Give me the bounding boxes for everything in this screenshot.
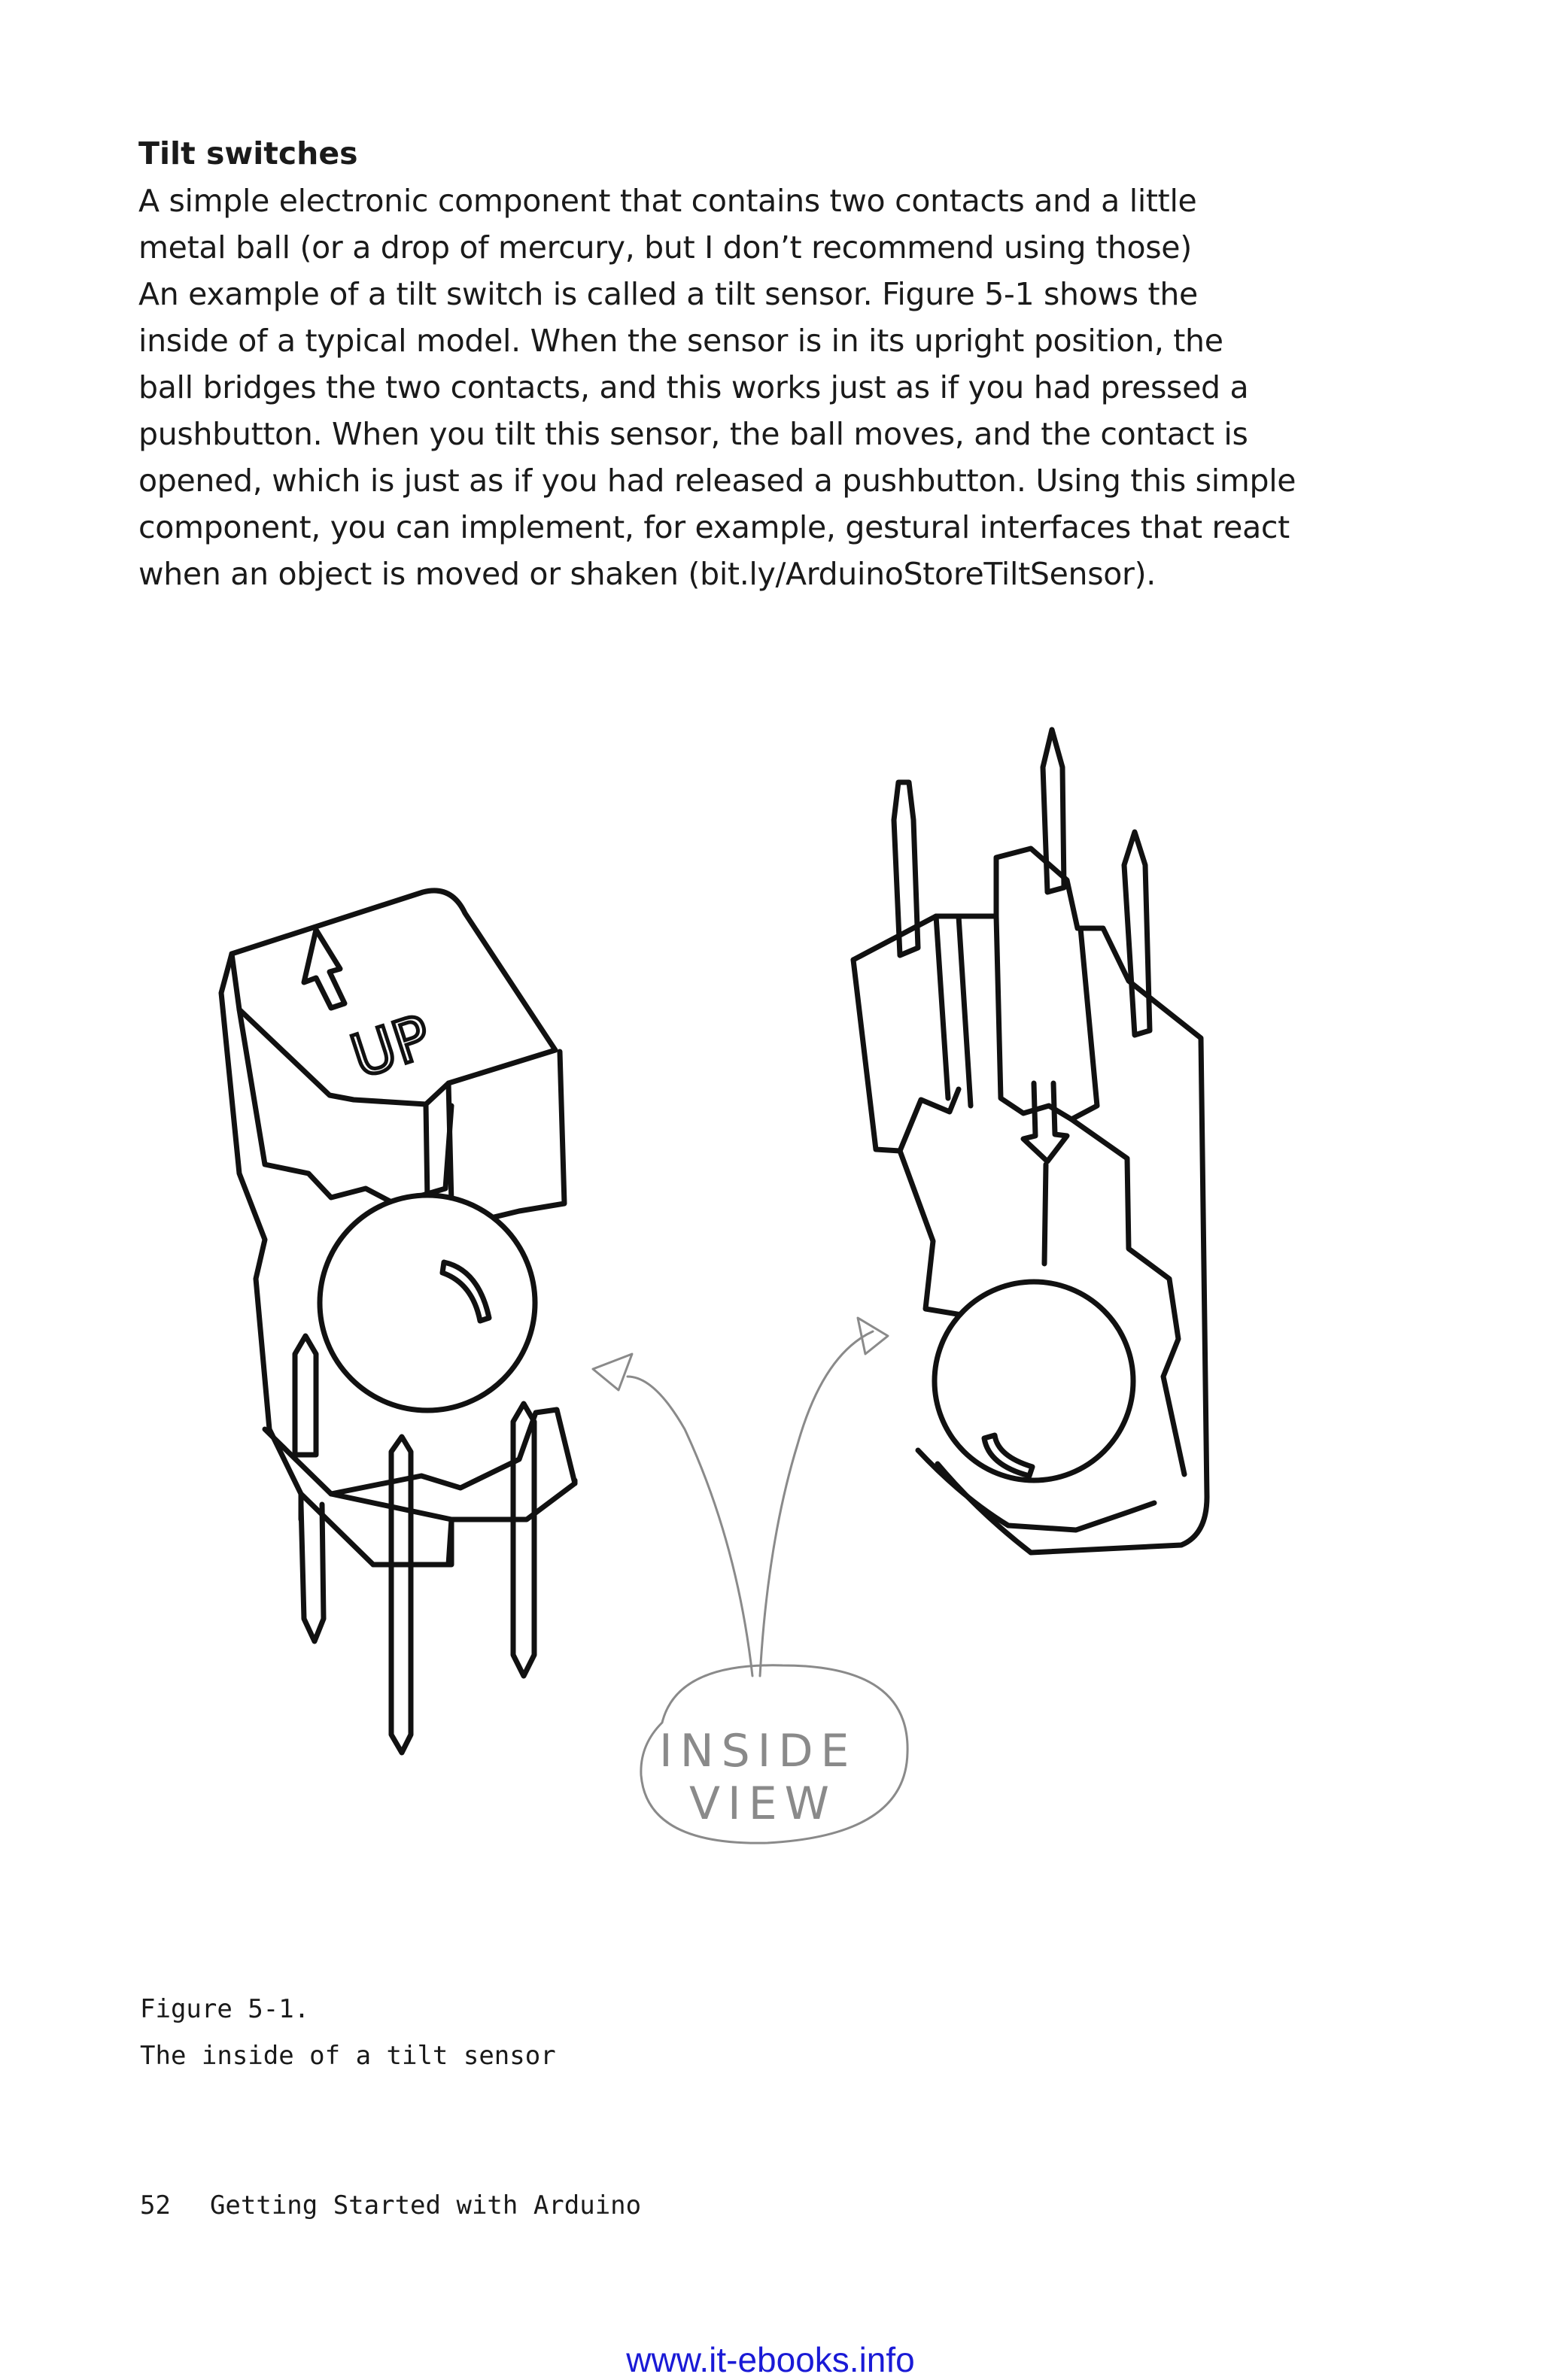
definition-line: A simple electronic component that contains two contacts and a little — [138, 183, 1197, 219]
right-sensor-drawing — [853, 730, 1207, 1553]
paragraph-line: opened, which is just as if you had released a pushbutton. Using this simple — [138, 463, 1296, 499]
tilt-sensor-link[interactable]: bit.ly/ArduinoStoreTiltSensor — [700, 556, 1135, 592]
caption-text: The inside of a tilt sensor — [140, 2041, 556, 2071]
page-number: 52 — [140, 2190, 171, 2221]
term-heading: Tilt switches — [138, 135, 358, 172]
paragraph-line: inside of a typical model. When the sensor is in its upright position, the — [138, 323, 1223, 359]
paragraph-text: ). — [1134, 556, 1157, 592]
view-label: VIEW — [689, 1777, 837, 1830]
figure-caption — [140, 1986, 556, 2079]
up-label: UP — [343, 1003, 439, 1092]
inside-label: INSIDE — [659, 1725, 857, 1777]
paragraph-text: when an object is moved or shaken ( — [138, 556, 701, 592]
definition-line: metal ball (or a drop of mercury, but I don’t recommend using those) — [138, 229, 1192, 266]
caption-number: Figure 5-1. — [140, 1994, 310, 2024]
book-title: Getting Started with Arduino — [209, 2190, 642, 2221]
site-watermark-link[interactable]: www.it-ebooks.info — [626, 2340, 915, 2379]
paragraph-line: An example of a tilt switch is called a tilt sensor. Figure 5-1 shows the — [138, 276, 1198, 312]
paragraph-line: component, you can implement, for example, gestural interfaces that react — [138, 509, 1290, 545]
paragraph-line: ball bridges the two contacts, and this works just as if you had pressed a — [138, 369, 1249, 405]
page-footer — [140, 2190, 641, 2221]
paragraph-line: pushbutton. When you tilt this sensor, the ball moves, and the contact is — [138, 416, 1248, 452]
